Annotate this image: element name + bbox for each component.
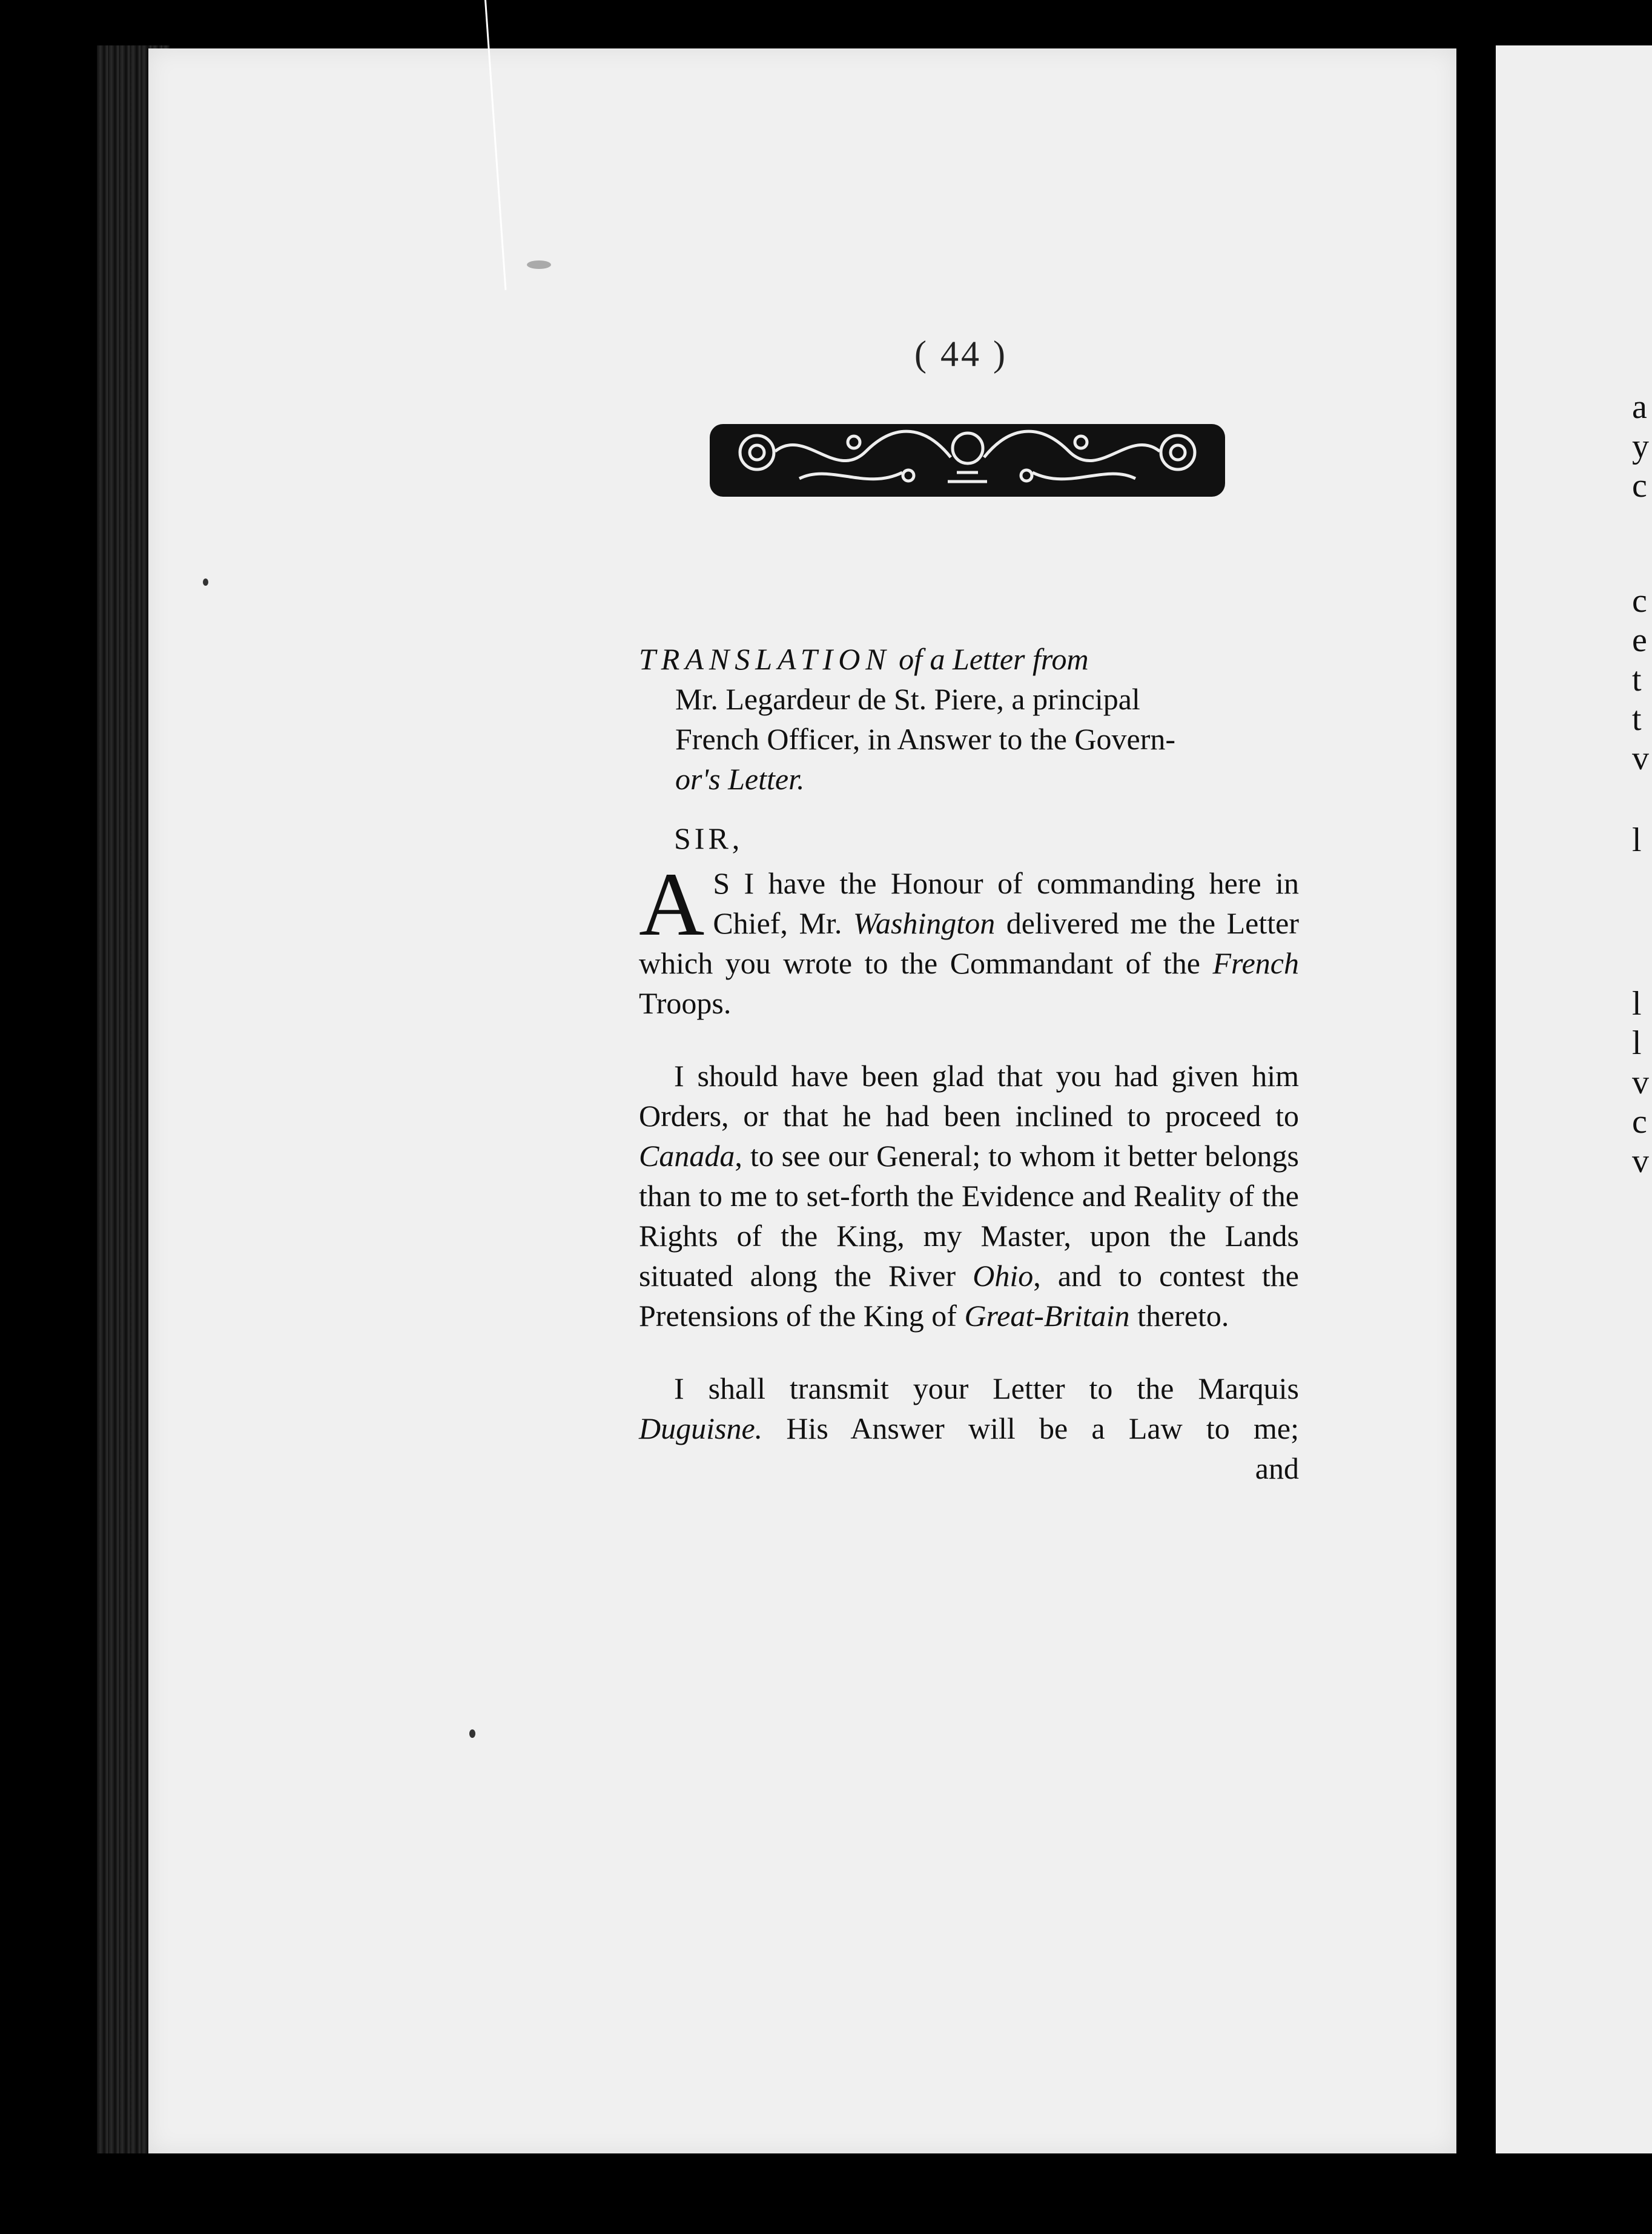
paragraph-3-text-b: His Answer will be a Law to me; (762, 1411, 1299, 1445)
facing-page-letter: v (1632, 1064, 1649, 1101)
page-stain (527, 260, 551, 269)
heading-line2: Mr. Legardeur de St. Piere, a principal (675, 682, 1140, 716)
paragraph-2 (639, 1056, 1299, 1336)
paragraph-3-name: Duguisne. (639, 1411, 763, 1445)
paragraph-3-text-a: I shall transmit your Letter to the Marquis (674, 1371, 1299, 1405)
facing-page-letter: l (1632, 985, 1642, 1023)
facing-page-letter: c (1632, 582, 1647, 620)
facing-page-letter: t (1632, 700, 1642, 738)
salutation: SIR, (674, 821, 744, 855)
drop-cap: A (639, 854, 705, 955)
paragraph-1 (639, 854, 1299, 1023)
facing-page-letter: c (1632, 467, 1647, 505)
paragraph-2-text-b: , to see our General; to whom it better belongs than to me to set-forth the Evidence and Reality of the Rights of the King, my Master, upon the Lands situated along the River (639, 1139, 1299, 1293)
heading-title: TRANSLATION (639, 642, 891, 676)
facing-page-letter: v (1632, 740, 1649, 777)
heading-line3: French Officer, in Answer to the Govern- (675, 722, 1176, 756)
paragraph-1-name: Washington (853, 906, 996, 940)
catchword: and (1255, 1451, 1299, 1485)
paragraph-2-text-a: I should have been glad that you had given him Orders, or that he had been inclined to proceed to (639, 1059, 1299, 1133)
letter-heading (639, 639, 1299, 799)
paragraph-3 (639, 1368, 1299, 1448)
paragraph-2-ohio: Ohio (973, 1259, 1034, 1293)
facing-page-letter: l (1632, 1024, 1642, 1062)
page-number: ( 44 ) (914, 334, 1008, 374)
facing-page-letter: y (1632, 428, 1649, 465)
paragraph-2-text-c: , and to contest the Pretensions of the King of (639, 1259, 1299, 1333)
paragraph-1-text-c: Troops. (639, 986, 732, 1020)
heading-line4: or's Letter. (675, 762, 805, 796)
heading-line1: of a Letter from (899, 642, 1089, 676)
facing-page (1496, 45, 1652, 2153)
decorative-ornament-band (709, 415, 1226, 506)
paragraph-2-great-britain: Great-Britain (964, 1299, 1130, 1333)
facing-page-letter: v (1632, 1142, 1649, 1180)
facing-page-letter: a (1632, 388, 1647, 426)
paragraph-1-text-b: delivered me the Letter which you wrote to the Commandant of the (639, 906, 1299, 980)
ink-speck (469, 1729, 475, 1738)
facing-page-letter: c (1632, 1103, 1647, 1141)
paragraph-1-french: French (1212, 946, 1299, 980)
paragraph-2-text-d: thereto. (1129, 1299, 1229, 1333)
facing-page-letter: t (1632, 661, 1642, 698)
paragraph-1-text-a: S I have the Honour of commanding here in Chief, Mr. (713, 866, 1299, 940)
facing-page-letter: l (1632, 821, 1642, 859)
facing-page-letter: e (1632, 621, 1647, 659)
ink-speck (203, 578, 208, 586)
letter-text (639, 639, 1299, 1488)
paragraph-2-canada: Canada (639, 1139, 735, 1173)
